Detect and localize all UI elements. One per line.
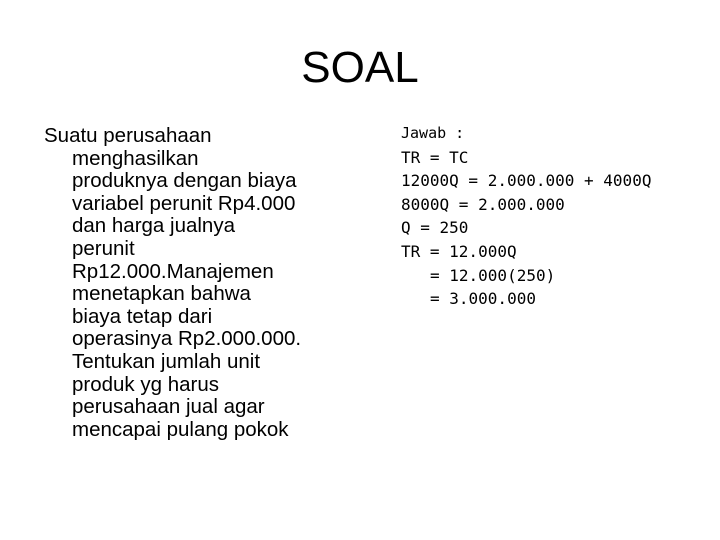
question-line: dan harga jualnya: [72, 214, 235, 238]
question-line: biaya tetap dari: [72, 304, 213, 328]
answer-line: 12000Q = 2.000.000 + 4000Q: [401, 171, 652, 191]
question-line: perusahaan jual agar: [72, 395, 265, 419]
answer-line: Q = 250: [401, 218, 469, 238]
question-line: produknya dengan biaya: [72, 169, 297, 193]
question-line: Tentukan jumlah unit: [72, 349, 261, 373]
question-text: [44, 125, 364, 441]
answer-line: = 12.000(250): [430, 265, 556, 285]
question-line: menghasilkan: [72, 146, 199, 170]
answer-block: [401, 122, 701, 311]
question-line: perunit: [72, 236, 135, 260]
answer-line: TR = TC: [401, 147, 469, 167]
question-line: Suatu perusahaan: [44, 124, 212, 147]
answer-heading: Jawab :: [401, 124, 465, 142]
question-line: produk yg harus: [72, 372, 220, 396]
question-line: variabel perunit Rp4.000: [72, 191, 296, 215]
question-line: menetapkan bahwa: [72, 282, 251, 306]
answer-line: 8000Q = 2.000.000: [401, 194, 565, 214]
question-line: mencapai pulang pokok: [72, 417, 289, 441]
answer-line: TR = 12.000Q: [401, 241, 517, 261]
question-line: Rp12.000.Manajemen: [72, 259, 274, 283]
answer-line: = 3.000.000: [430, 289, 536, 309]
slide-title: SOAL: [301, 43, 419, 92]
question-line: operasinya Rp2.000.000.: [72, 327, 302, 351]
